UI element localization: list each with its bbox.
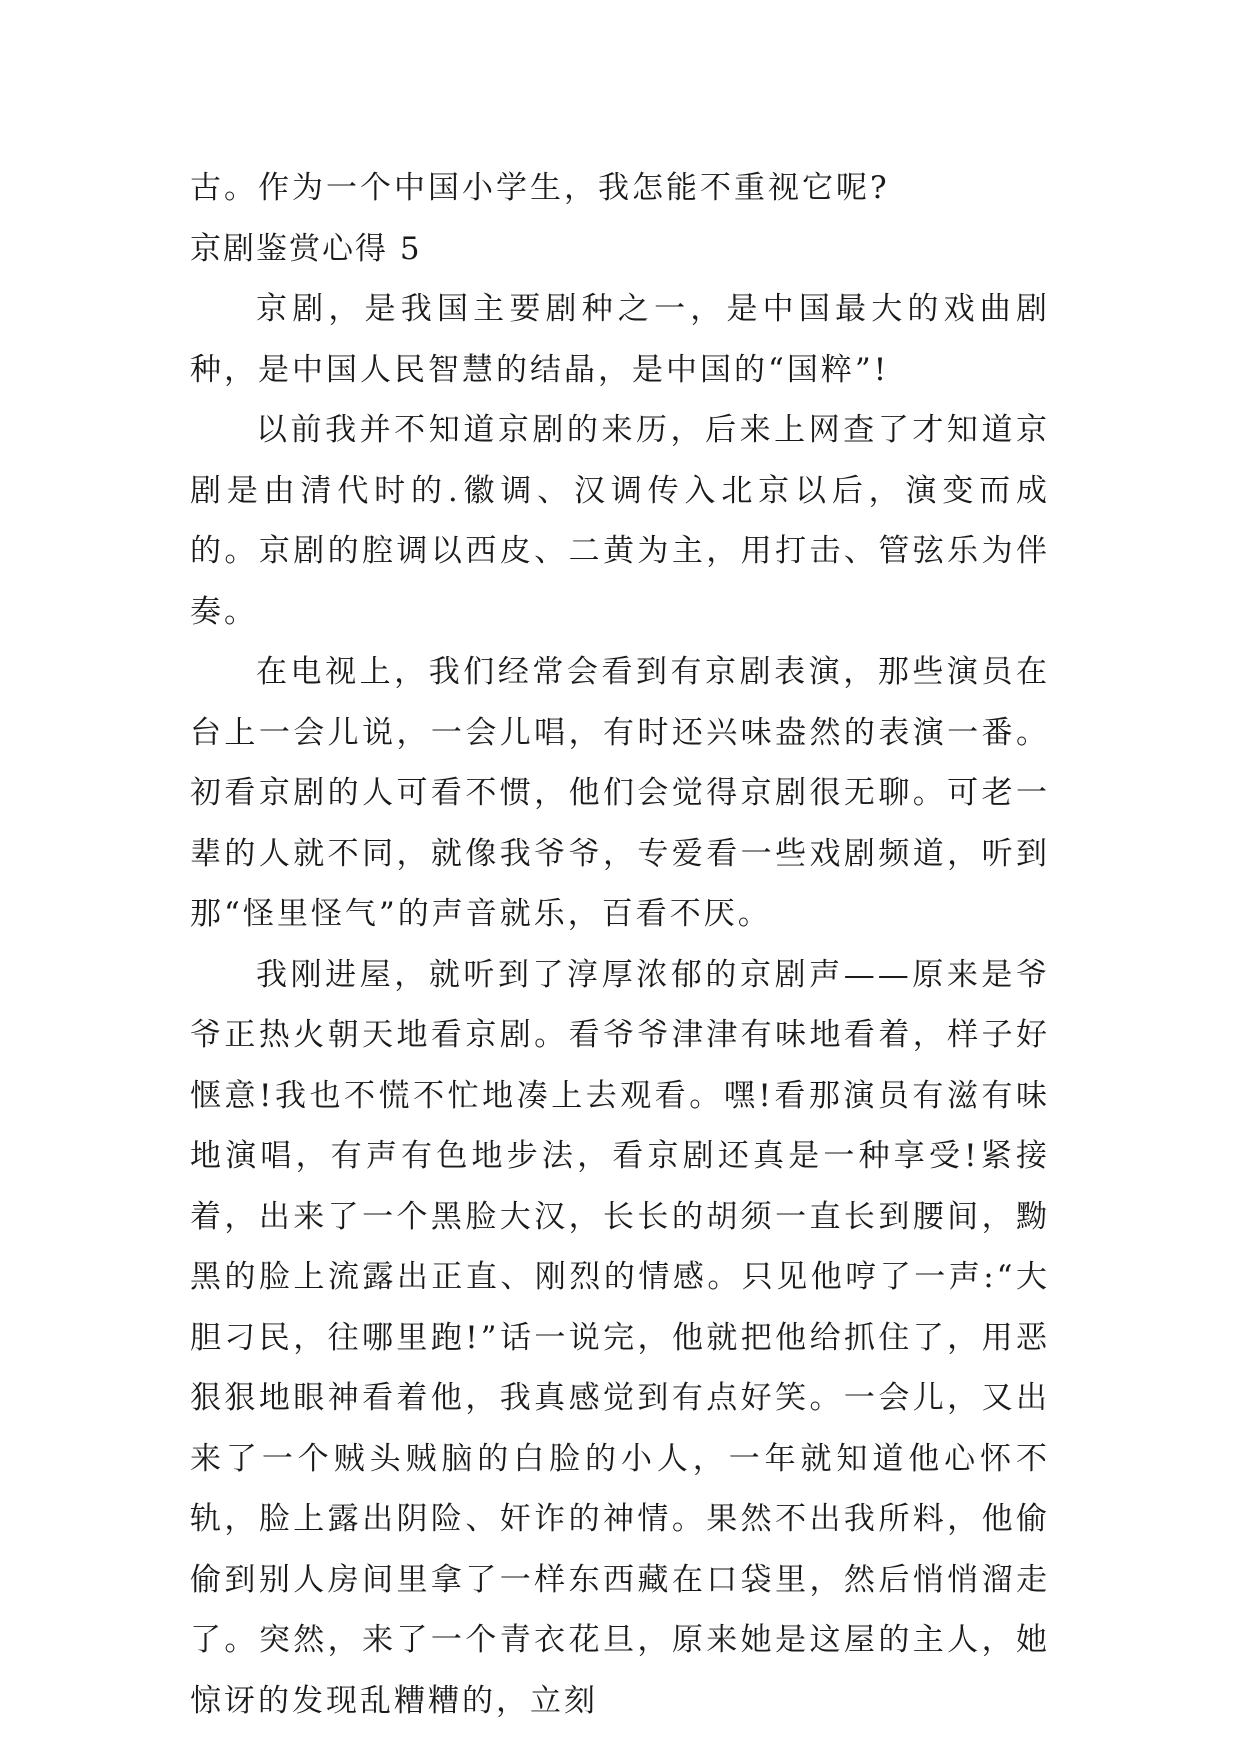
paragraph-1: 京剧，是我国主要剧种之一，是中国最大的戏曲剧种，是中国人民智慧的结晶，是中国的“国粹”!: [190, 291, 1050, 388]
paragraph-2: 以前我并不知道京剧的来历，后来上网查了才知道京剧是由清代时的.徽调、汉调传入北京以后，演变而成的。京剧的腔调以西皮、二黄为主，用打击、管弦乐为伴奏。: [190, 412, 1050, 630]
document-page: [190, 158, 1050, 1731]
continuation-line: 古。作为一个中国小学生，我怎能不重视它呢?: [190, 170, 890, 206]
paragraph-3: 在电视上，我们经常会看到有京剧表演，那些演员在台上一会儿说，一会儿唱，有时还兴味盎然的表演一番。初看京剧的人可看不惯，他们会觉得京剧很无聊。可老一辈的人就不同，就像我爷爷，专爱看一些戏剧频道，听到那“怪里怪气”的声音就乐，百看不厌。: [190, 654, 1050, 932]
paragraph-4: 我刚进屋，就听到了淳厚浓郁的京剧声——原来是爷爷正热火朝天地看京剧。看爷爷津津有味地看着，样子好惬意!我也不慌不忙地凑上去观看。嘿!看那演员有滋有味地演唱，有声有色地步法，看京剧还真是一种享受!紧接着，出来了一个黑脸大汉，长长的胡须一直长到腰间，黝黑的脸上流露出正直、刚烈的情感。只见他哼了一声:“大胆刁民，往哪里跑!”话一说完，他就把他给抓住了，用恶狠狠地眼神看着他，我真感觉到有点好笑。一会儿，又出来了一个贼头贼脑的白脸的小人，一年就知道他心怀不轨，脸上露出阴险、奸诈的神情。果然不出我所料，他偷偷到别人房间里拿了一样东西藏在口袋里，然后悄悄溜走了。突然，来了一个青衣花旦，原来她是这屋的主人，她惊讶的发现乱糟糟的，立刻: [190, 956, 1050, 1719]
section-heading: 京剧鉴赏心得 5: [190, 230, 422, 267]
